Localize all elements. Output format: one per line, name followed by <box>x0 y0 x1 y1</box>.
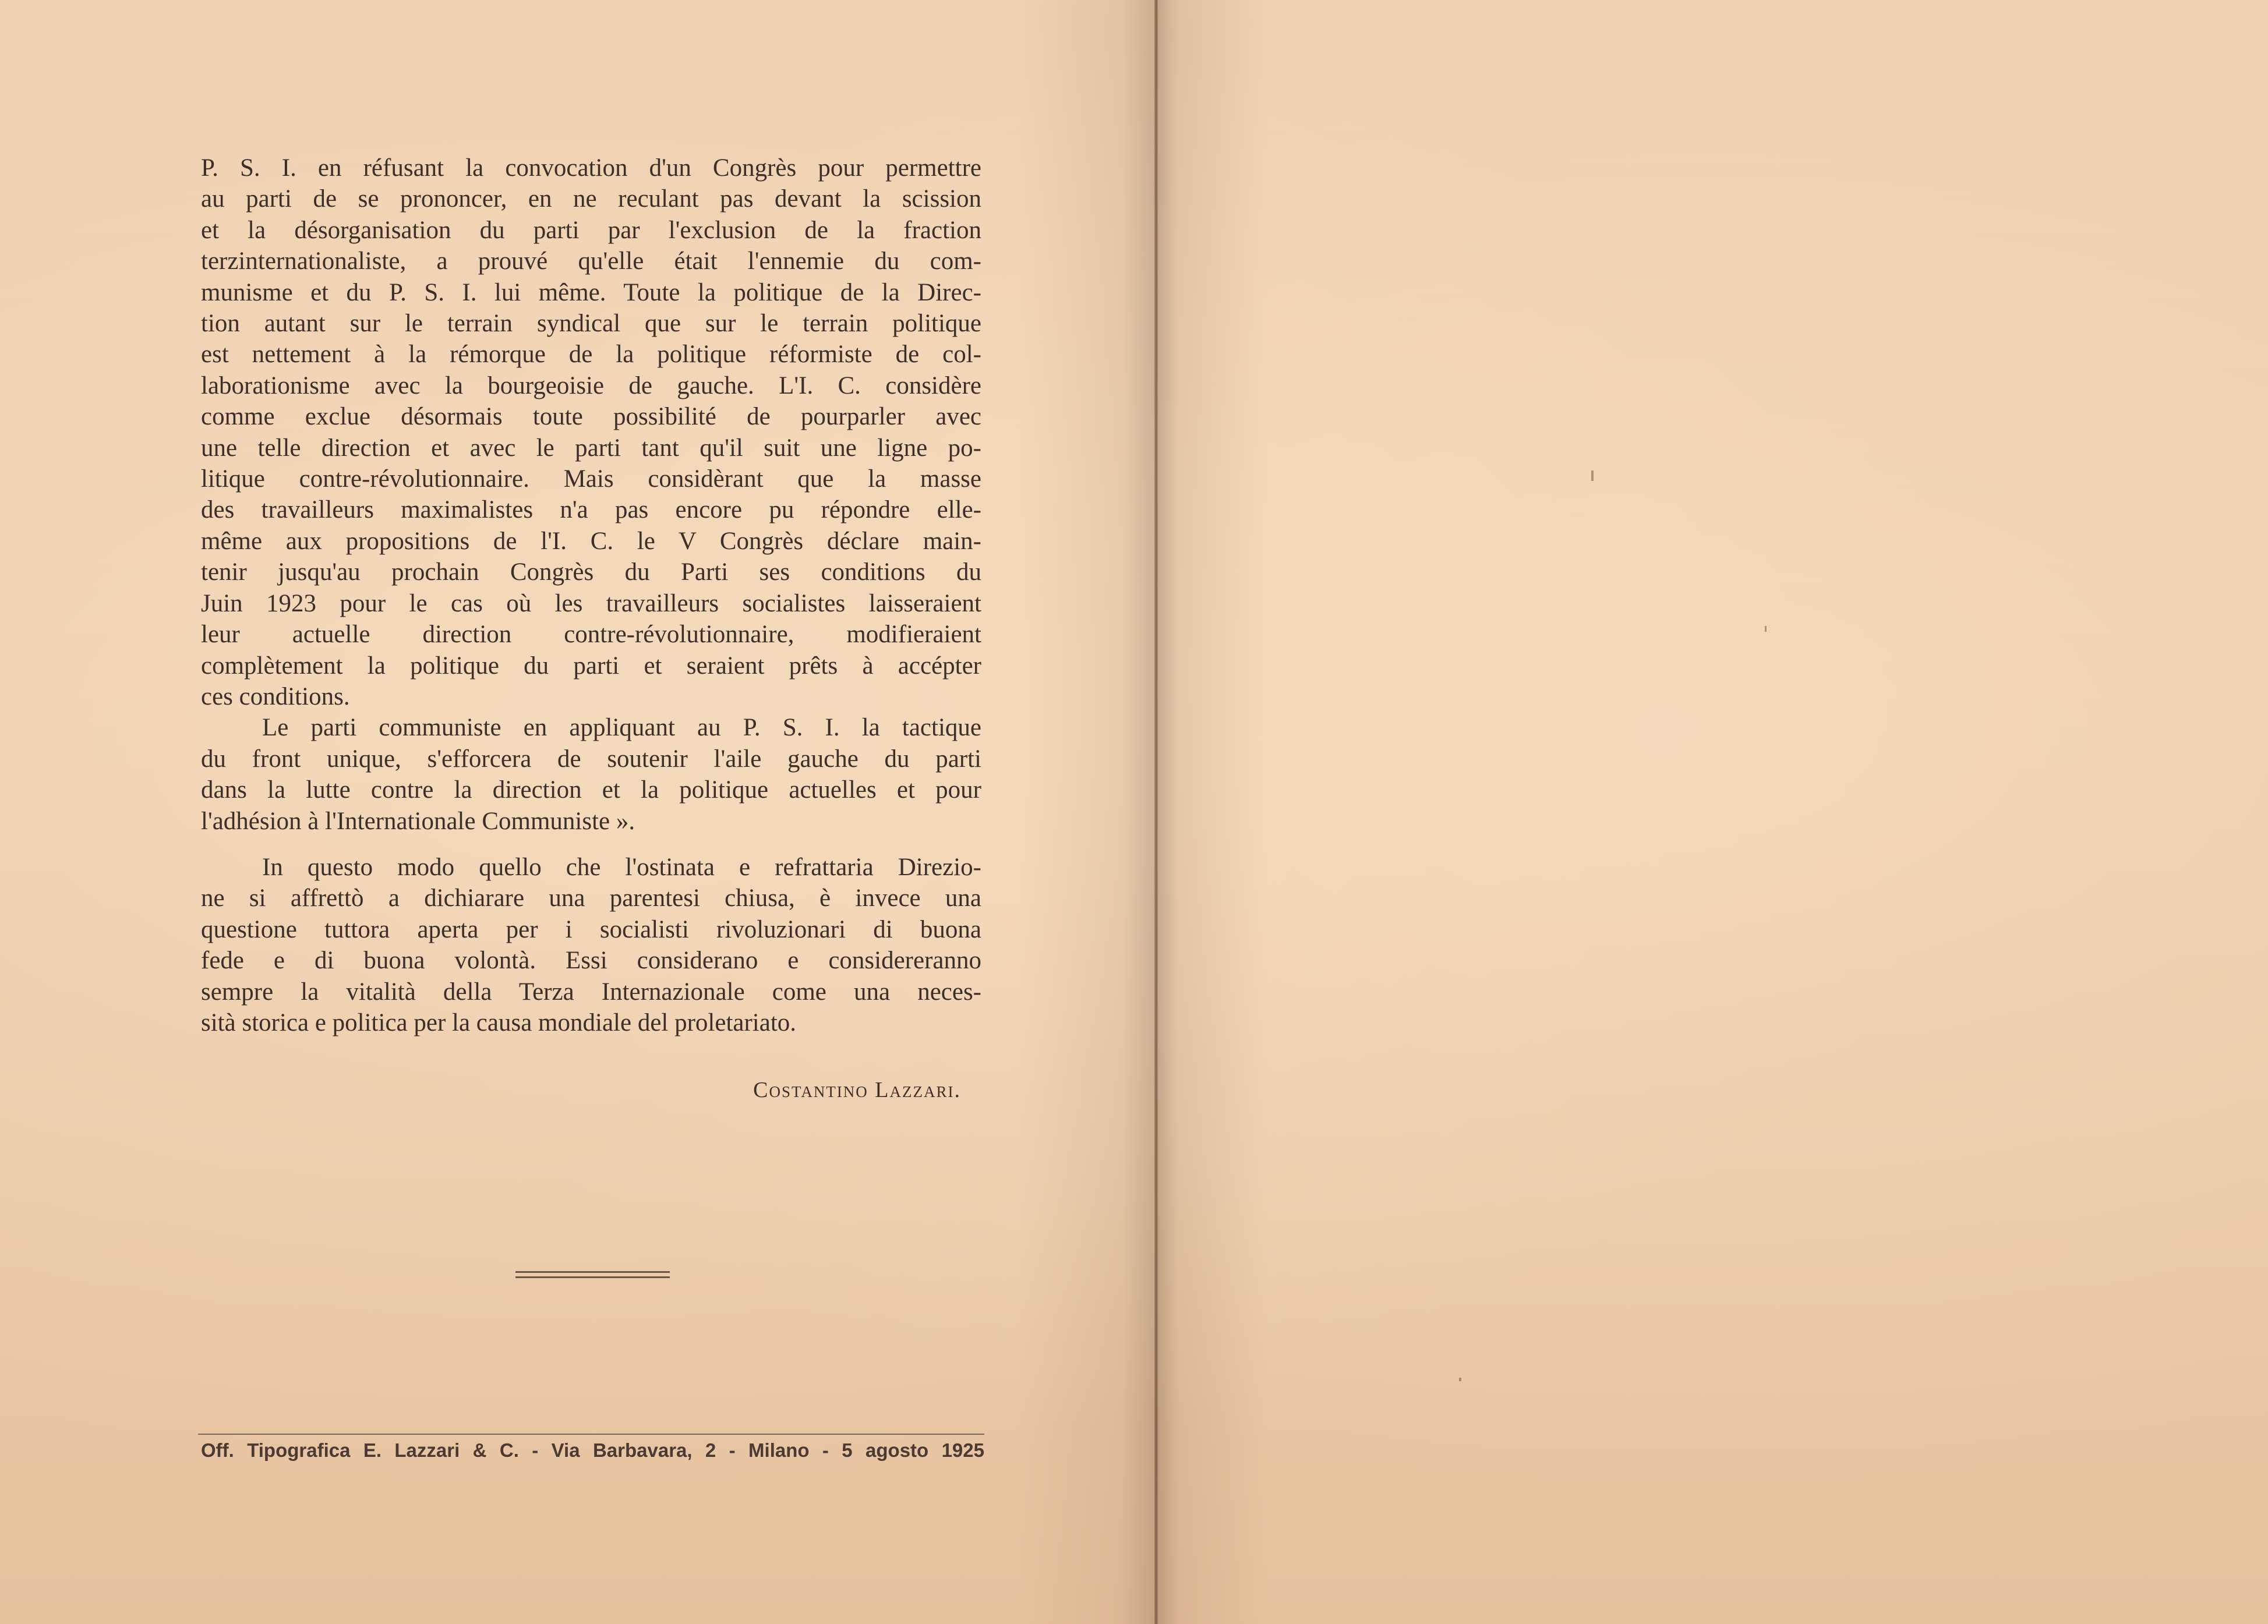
text-line: P. S. I. en réfusant la convocation d'un Congrès pour permettre <box>201 154 981 182</box>
paper-speck <box>1591 470 1594 481</box>
text-line: munisme et du P. S. I. lui même. Toute la politique de la Direc- <box>201 278 981 306</box>
text-line: Juin 1923 pour le cas où les travailleurs socialistes laisseraient <box>201 589 981 617</box>
printer-imprint: Off. Tipografica E. Lazzari & C. - Via Barbavara, 2 - Milano - 5 agosto 1925 <box>201 1439 984 1461</box>
closing-rule-bottom <box>515 1276 670 1278</box>
text-line: complètement la politique du parti et seraient prêts à accépter <box>201 652 981 680</box>
author-signature: Costantino Lazzari. <box>753 1078 961 1102</box>
text-line: tenir jusqu'au prochain Congrès du Parti ses conditions du <box>201 558 981 586</box>
paragraph <box>201 153 981 712</box>
paragraph <box>201 712 981 837</box>
paper-speck <box>1459 1378 1461 1381</box>
text-line: ces conditions. <box>201 682 350 710</box>
text-line: fede e di buona volontà. Essi considerano e considereranno <box>201 947 981 975</box>
text-line: litique contre-révolutionnaire. Mais considèrant que la masse <box>201 465 981 493</box>
text-line: In questo modo quello che l'ostinata e refrattaria Direzio- <box>262 853 981 881</box>
text-line: tion autant sur le terrain syndical que sur le terrain politique <box>201 310 981 338</box>
text-line: est nettement à la rémorque de la politique réformiste de col- <box>201 341 981 369</box>
paragraph <box>201 852 981 1038</box>
text-line: même aux propositions de l'I. C. le V Congrès déclare main- <box>201 527 981 555</box>
text-line: questione tuttora aperta per i socialisti rivoluzionari di buona <box>201 915 981 943</box>
text-line: sità storica e politica per la causa mondiale del proletariato. <box>201 1009 797 1036</box>
page-gutter <box>1154 0 1158 1624</box>
text-line: comme exclue désormais toute possibilité de pourparler avec <box>201 403 981 431</box>
text-line: terzinternationaliste, a prouvé qu'elle était l'ennemie du com- <box>201 247 981 275</box>
paper-speck <box>1765 626 1767 632</box>
text-line: des travailleurs maximalistes n'a pas encore pu répondre elle- <box>201 496 981 524</box>
text-line: leur actuelle direction contre-révolutionnaire, modifieraient <box>201 621 981 649</box>
footer-rule <box>198 1434 984 1435</box>
text-line: dans la lutte contre la direction et la politique actuelles et pour <box>201 776 981 804</box>
text-line: sempre la vitalità della Terza Internazionale come una neces- <box>201 978 981 1006</box>
text-line: laborationisme avec la bourgeoisie de gauche. L'I. C. considère <box>201 371 981 399</box>
body-text <box>201 153 981 1038</box>
closing-rule-top <box>515 1271 670 1273</box>
text-line: au parti de se prononcer, en ne reculant pas devant la scission <box>201 185 981 213</box>
text-line: l'adhésion à l'Internationale Communiste ». <box>201 807 635 835</box>
paragraph-gap <box>201 837 981 852</box>
text-line: et la désorganisation du parti par l'exclusion de la fraction <box>201 216 981 244</box>
text-line: ne si affrettò a dichiarare una parentesi chiusa, è invece una <box>201 884 981 912</box>
right-page-blank <box>1156 0 2268 1624</box>
text-line: Le parti communiste en appliquant au P. S. I. la tactique <box>262 714 981 742</box>
text-line: du front unique, s'efforcera de soutenir l'aile gauche du parti <box>201 745 981 773</box>
text-line: une telle direction et avec le parti tant qu'il suit une ligne po- <box>201 434 981 462</box>
